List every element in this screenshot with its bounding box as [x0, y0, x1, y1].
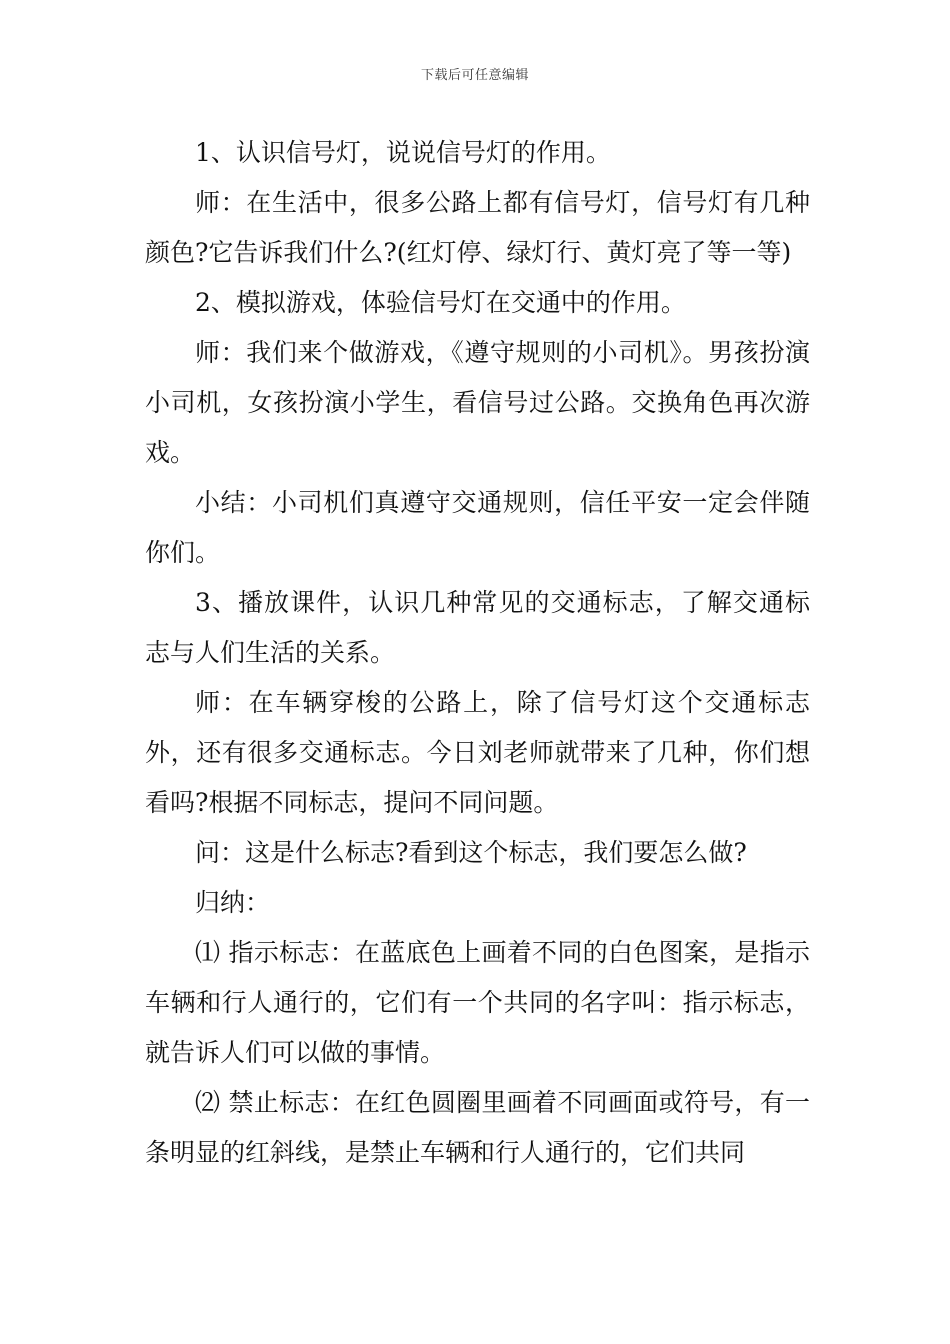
page-header: 下载后可任意编辑 [420, 68, 529, 83]
paragraph-9: 归纳： [195, 888, 271, 917]
paragraph-4: 师：我们来个做游戏，《遵守规则的小司机》。男孩扮演小司机，女孩扮演小学生，看信号过公路。交换角色再次游戏。 [145, 338, 810, 467]
document-body [145, 128, 810, 1178]
paragraph-2: 师：在生活中，很多公路上都有信号灯，信号灯有几种颜色?它告诉我们什么?(红灯停、绿灯行、黄灯亮了等一等) [145, 188, 810, 267]
paragraph-11: ⑵ 禁止标志：在红色圆圈里画着不同画面或符号，有一条明显的红斜线，是禁止车辆和行人通行的，它们共同 [145, 1088, 810, 1167]
paragraph-8: 问：这是什么标志?看到这个标志，我们要怎么做? [195, 838, 747, 867]
paragraph-3: 2、模拟游戏，体验信号灯在交通中的作用。 [195, 288, 686, 317]
paragraph-6: 3、播放课件，认识几种常见的交通标志，了解交通标志与人们生活的关系。 [145, 588, 810, 667]
paragraph-5: 小结：小司机们真遵守交通规则，信任平安一定会伴随你们。 [145, 488, 810, 567]
paragraph-1: 1、认识信号灯，说说信号灯的作用。 [195, 138, 611, 167]
paragraph-7: 师：在车辆穿梭的公路上，除了信号灯这个交通标志外，还有很多交通标志。今日刘老师就带来了几种，你们想看吗?根据不同标志，提问不同问题。 [145, 688, 810, 817]
paragraph-10: ⑴ 指示标志：在蓝底色上画着不同的白色图案，是指示车辆和行人通行的，它们有一个共同的名字叫：指示标志，就告诉人们可以做的事情。 [145, 938, 810, 1067]
